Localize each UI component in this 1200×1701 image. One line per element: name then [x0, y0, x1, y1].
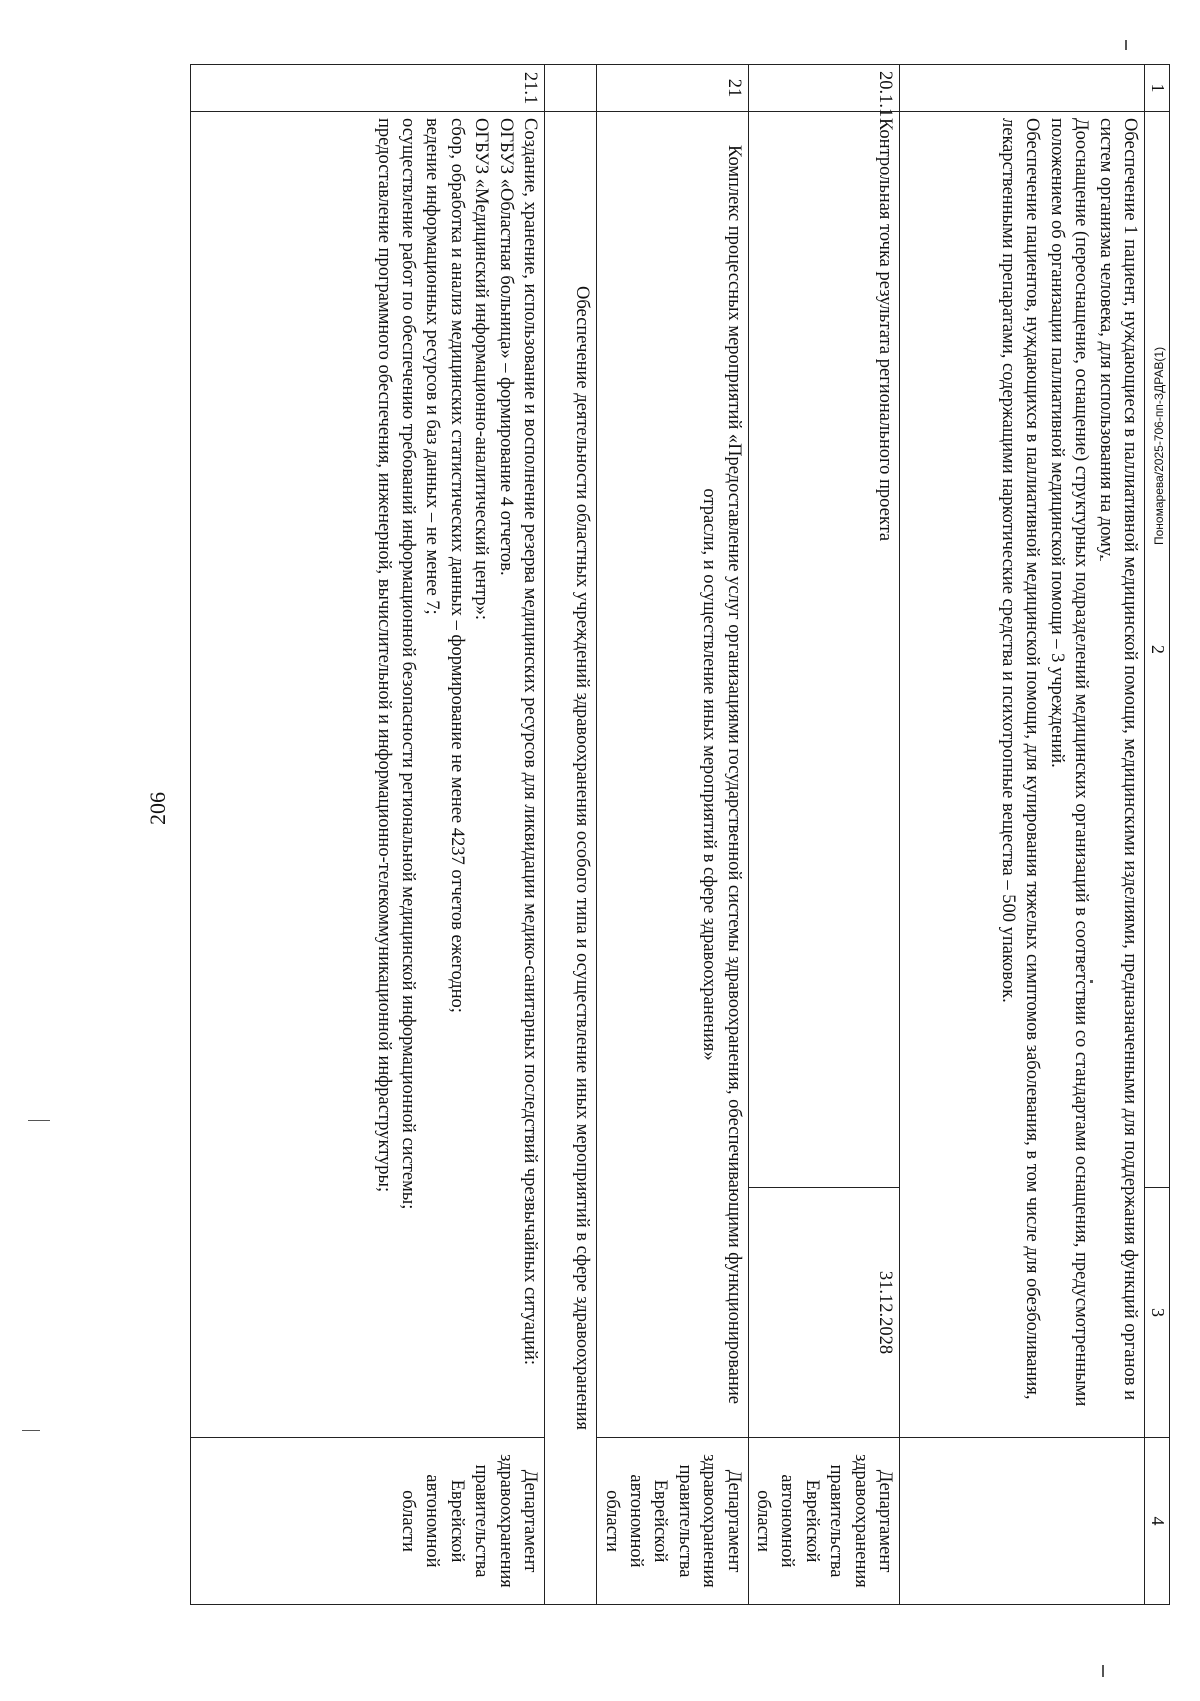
header-col-3: 3 — [1145, 1188, 1170, 1438]
header-col-4: 4 — [1145, 1438, 1170, 1605]
scan-mark — [1102, 1665, 1104, 1677]
page-number: 206 — [145, 792, 170, 825]
row-number: 21.1 — [191, 65, 545, 112]
program-title: Комплекс процессных мероприятий «Предоставление услуг организациями государственной системы здравоохранения, обеспечивающими функционирование отрасли, и осуществление иных мероприятий в сфере здравоохранения» — [597, 112, 748, 1438]
description-line: ОГБУЗ «Медицинский информационно-аналитический центр»: — [471, 118, 492, 621]
row-description — [748, 112, 899, 1188]
description-line: ведение информационных ресурсов и баз данных – не менее 7; — [422, 118, 443, 615]
responsible-cell — [900, 1438, 1145, 1605]
section-heading: Обеспечение деятельности областных учреждений здравоохранения особого типа и осуществление иных мероприятий в сфере здравоохранения — [545, 112, 597, 1605]
responsible-cell: Департамент здравоохранения правительства Еврейской автономной области — [597, 1438, 748, 1605]
header-col-1: 1 — [1145, 65, 1170, 112]
table-row — [900, 65, 1145, 1605]
description-line: Создание, хранение, использование и восполнение резерва медицинских ресурсов для ликвидации медико-санитарных последствий чрезвычайных ситуаций: — [520, 118, 541, 1365]
row-description — [191, 112, 545, 1438]
scan-mark — [1125, 40, 1127, 50]
row-number: 21 — [597, 65, 748, 112]
table-row — [748, 65, 899, 1605]
responsible-cell: Департамент здравоохранения правительства Еврейской автономной области — [748, 1438, 899, 1605]
description-line: Обеспечение пациентов, нуждающихся в паллиативной медицинской помощи, для купирования тяжелых симптомов заболевания, в том числе для обезболивания, лекарственными препаратами, содержащими наркотические средства и психотропные вещества – 500 упаковок. — [997, 118, 1043, 1400]
description-line: Дооснащение (переоснащение, оснащение) структурных подразделений медицинских организаций в соответствии со стандартами оснащения, предусмотренными положением об организации паллиативной медицинской помощи – 3 учреждений. — [1046, 118, 1092, 1407]
description-line: Контрольная точка результата регионального проекта — [875, 118, 895, 542]
table-row — [545, 65, 597, 1605]
schedule-table — [190, 64, 1170, 1604]
scan-mark — [28, 1120, 50, 1121]
scan-mark — [22, 1430, 40, 1431]
description-line: осуществление работ по обеспечению требований информационной безопасности региональной медицинской информационной системы; — [398, 118, 419, 1210]
responsible-cell: Департамент здравоохранения правительства Еврейской автономной области — [191, 1438, 545, 1605]
description-line: сбор, обработка и анализ медицинских статистических данных – формирование не менее 4237 отчетов ежегодно; — [446, 118, 467, 1013]
description-line: Обеспечение 1 пациент, нуждающиеся в паллиативной медицинской помощи, медицинскими изделиями, предназначенными для поддержания функций органов и систем организма человека, для использования на дому. — [1095, 118, 1140, 1400]
description-line: предоставление программного обеспечения, инженерной, вычислительной и информационно-телекоммуникационной инфраструктуры; — [373, 118, 394, 1193]
row-description — [900, 112, 1145, 1438]
row-number — [900, 65, 1145, 112]
row-number — [545, 65, 597, 112]
deadline-date: 31.12.2028 — [748, 1188, 899, 1438]
table-row — [597, 65, 748, 1605]
document-code: Пономарева/2025-706-пп-ЗДРАВ(1) — [1152, 346, 1166, 545]
header-col-2: 2 — [1145, 112, 1170, 1188]
description-line: ОГБУЗ «Областная больница» – формирование 4 отчетов. — [495, 118, 516, 576]
table-header-row — [1145, 65, 1170, 1605]
row-number: 20.1.1 — [748, 65, 899, 112]
table-row — [191, 65, 545, 1605]
